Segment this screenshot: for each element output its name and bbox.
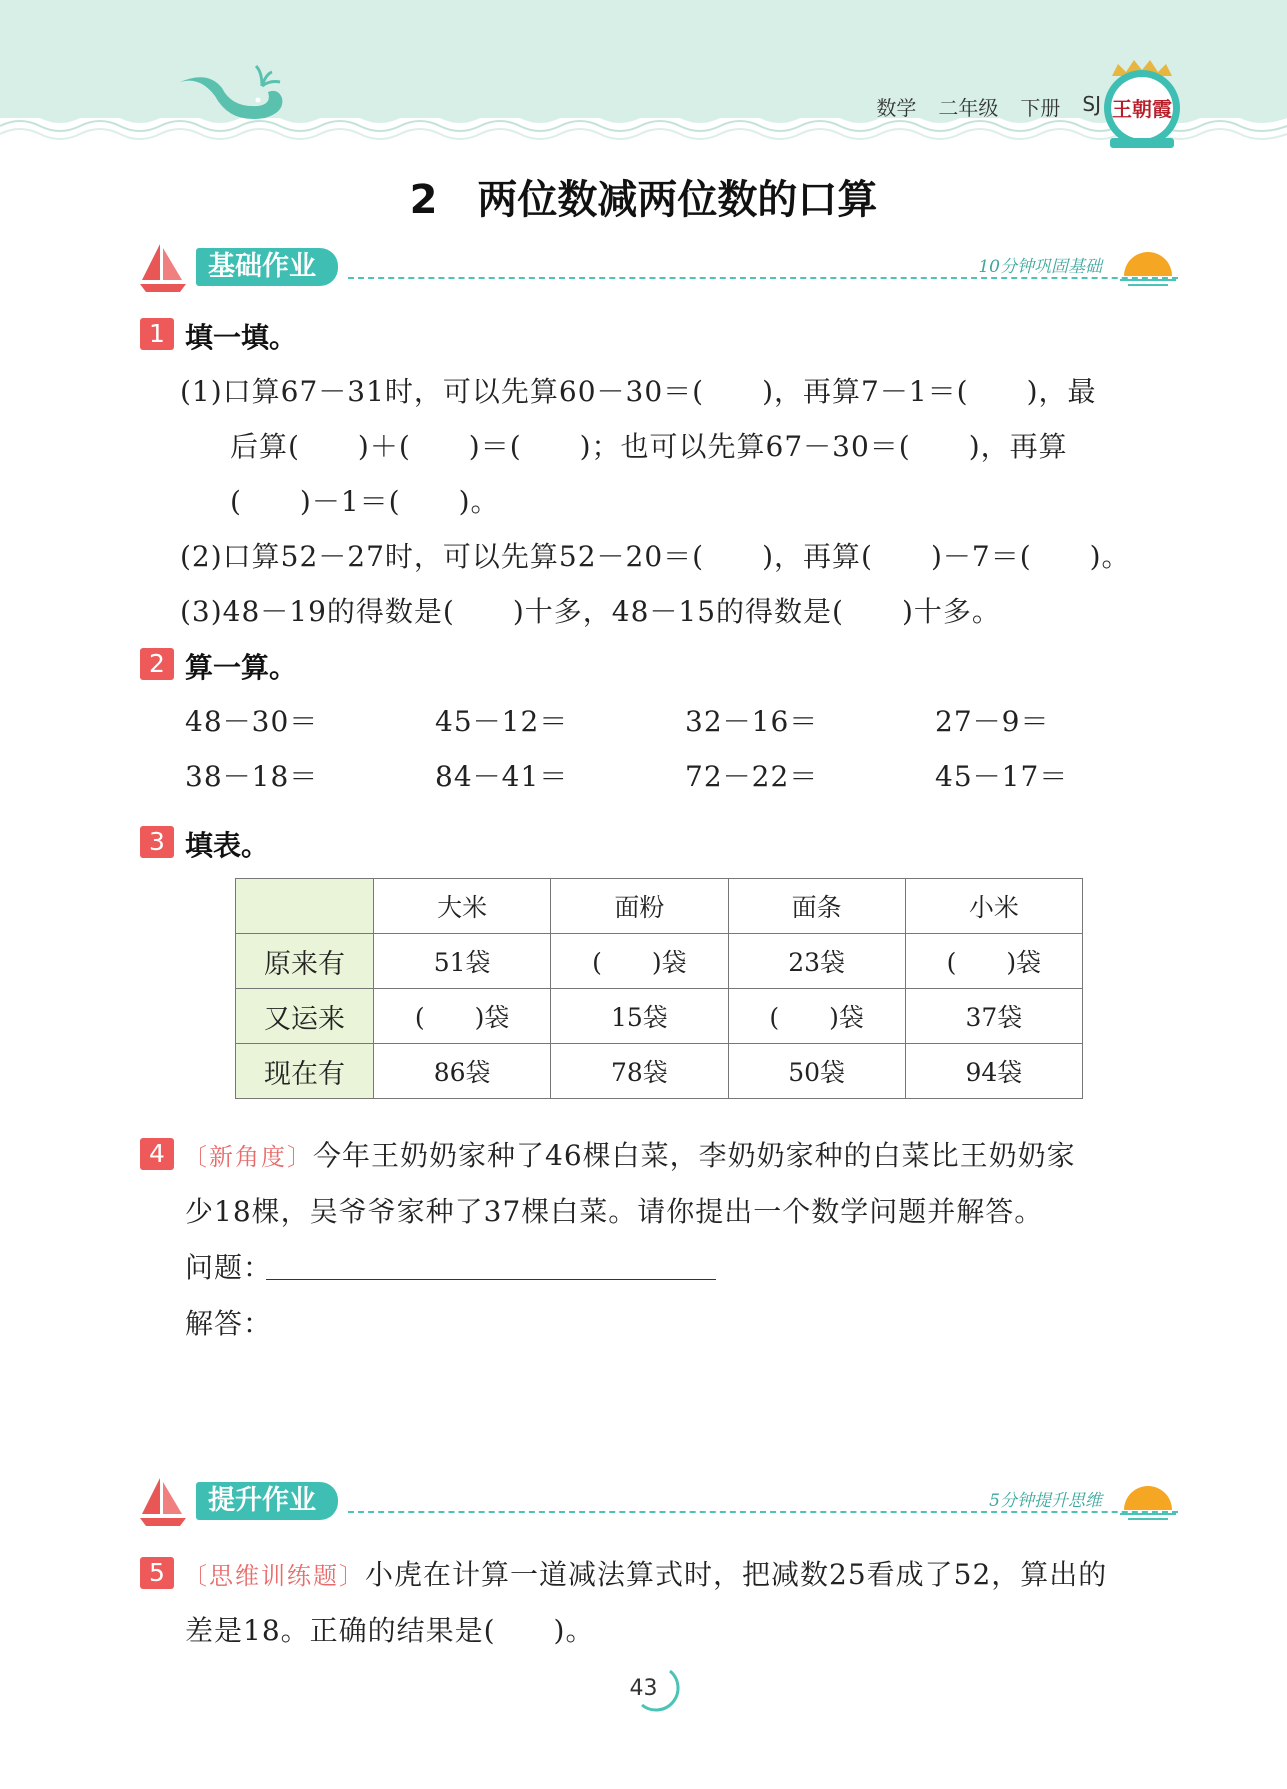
calc-item: 48－30＝ — [185, 705, 319, 738]
calc-item: 72－22＝ — [685, 760, 819, 793]
question-4-number: 4 — [140, 1138, 174, 1170]
subject-label: 数学 — [876, 96, 917, 120]
sunrise-icon — [1118, 242, 1178, 288]
section-advanced-header — [138, 1474, 1178, 1530]
question-1-line: ( )－1＝( )。 — [230, 485, 500, 518]
table-header-cell: 小米 — [905, 879, 1082, 934]
table-row — [236, 934, 1083, 989]
section-divider — [348, 1511, 1178, 1513]
table-header-cell: 大米 — [374, 879, 551, 934]
question-4-question-label: 问题： — [185, 1251, 273, 1284]
section-basic-hint: 10分钟巩固基础 — [974, 252, 1106, 277]
table-cell: ( )袋 — [374, 989, 551, 1044]
table-header-cell: 面粉 — [551, 879, 728, 934]
table-cell: 50袋 — [728, 1044, 905, 1099]
question-3-title: 填表。 — [185, 829, 270, 862]
edition-label: SJ — [1082, 92, 1101, 116]
table-cell: 78袋 — [551, 1044, 728, 1099]
table-row-head: 又运来 — [236, 989, 374, 1044]
table-row-head: 原来有 — [236, 934, 374, 989]
calc-item: 27－9＝ — [935, 705, 1050, 738]
question-1-line: 后算( )＋( )＝( )；也可以先算67－30＝( )，再算 — [230, 430, 1068, 463]
grade-label: 二年级 — [938, 96, 999, 120]
question-1-line: (1)口算67－31时，可以先算60－30＝( )，再算7－1＝( )，最 — [180, 375, 1097, 408]
question-5-line-1 — [183, 1553, 1107, 1593]
question-5-line-2: 差是18。正确的结果是( )。 — [185, 1614, 595, 1647]
table-cell: ( )袋 — [728, 989, 905, 1044]
calc-item: 84－41＝ — [435, 760, 569, 793]
section-basic-header — [138, 240, 1178, 296]
question-5-text: 小虎在计算一道减法算式时，把减数25看成了52，算出的 — [365, 1558, 1108, 1591]
question-answer-line — [266, 1279, 716, 1280]
header-band — [0, 0, 1287, 160]
fill-table — [235, 878, 1083, 1099]
table-corner-cell — [236, 879, 374, 934]
table-cell: 86袋 — [374, 1044, 551, 1099]
question-2-number: 2 — [140, 648, 174, 680]
table-header-row — [236, 879, 1083, 934]
question-3-number: 3 — [140, 826, 174, 858]
question-2-title: 算一算。 — [185, 651, 298, 684]
section-advanced-label: 提升作业 — [196, 1482, 338, 1520]
publisher-logo — [1100, 58, 1184, 150]
calc-item: 45－12＝ — [435, 705, 569, 738]
question-1-line: (3)48－19的得数是( )十多，48－15的得数是( )十多。 — [180, 595, 1001, 628]
svg-text:王朝霞: 王朝霞 — [1112, 97, 1172, 121]
table-cell: ( )袋 — [551, 934, 728, 989]
table-cell: 51袋 — [374, 934, 551, 989]
page-number: 43 — [629, 1676, 658, 1701]
question-4-text: 今年王奶奶家种了46棵白菜，李奶奶家种的白菜比王奶奶家 — [313, 1139, 1076, 1172]
question-4-line-2: 少18棵，吴爷爷家种了37棵白菜。请你提出一个数学问题并解答。 — [185, 1195, 1044, 1228]
sailboat-icon — [138, 1474, 188, 1528]
table-row — [236, 989, 1083, 1044]
question-4-tag: 〔新角度〕 — [183, 1143, 313, 1171]
table-cell: 94袋 — [905, 1044, 1082, 1099]
question-4-answer-label: 解答： — [185, 1307, 273, 1340]
sailboat-icon — [138, 240, 188, 294]
question-1-title: 填一填。 — [185, 321, 298, 354]
question-1-number: 1 — [140, 318, 174, 350]
sunrise-icon — [1118, 1476, 1178, 1522]
table-cell: 15袋 — [551, 989, 728, 1044]
section-basic-label: 基础作业 — [196, 248, 338, 286]
lesson-title: 2 两位数减两位数的口算 — [409, 177, 878, 223]
table-header-cell: 面条 — [728, 879, 905, 934]
table-row — [236, 1044, 1083, 1099]
question-4-line-1 — [183, 1134, 1076, 1174]
section-divider — [348, 277, 1178, 279]
header-meta — [876, 92, 1101, 121]
calc-item: 32－16＝ — [685, 705, 819, 738]
calc-item: 38－18＝ — [185, 760, 319, 793]
question-5-tag: 〔思维训练题〕 — [183, 1562, 365, 1590]
question-1-line: (2)口算52－27时，可以先算52－20＝( )，再算( )－7＝( )。 — [180, 540, 1131, 573]
table-cell: 37袋 — [905, 989, 1082, 1044]
section-advanced-hint: 5分钟提升思维 — [985, 1486, 1106, 1511]
question-5-number: 5 — [140, 1557, 174, 1589]
volume-label: 下册 — [1020, 96, 1061, 120]
table-cell: ( )袋 — [905, 934, 1082, 989]
table-row-head: 现在有 — [236, 1044, 374, 1099]
table-cell: 23袋 — [728, 934, 905, 989]
calc-item: 45－17＝ — [935, 760, 1069, 793]
